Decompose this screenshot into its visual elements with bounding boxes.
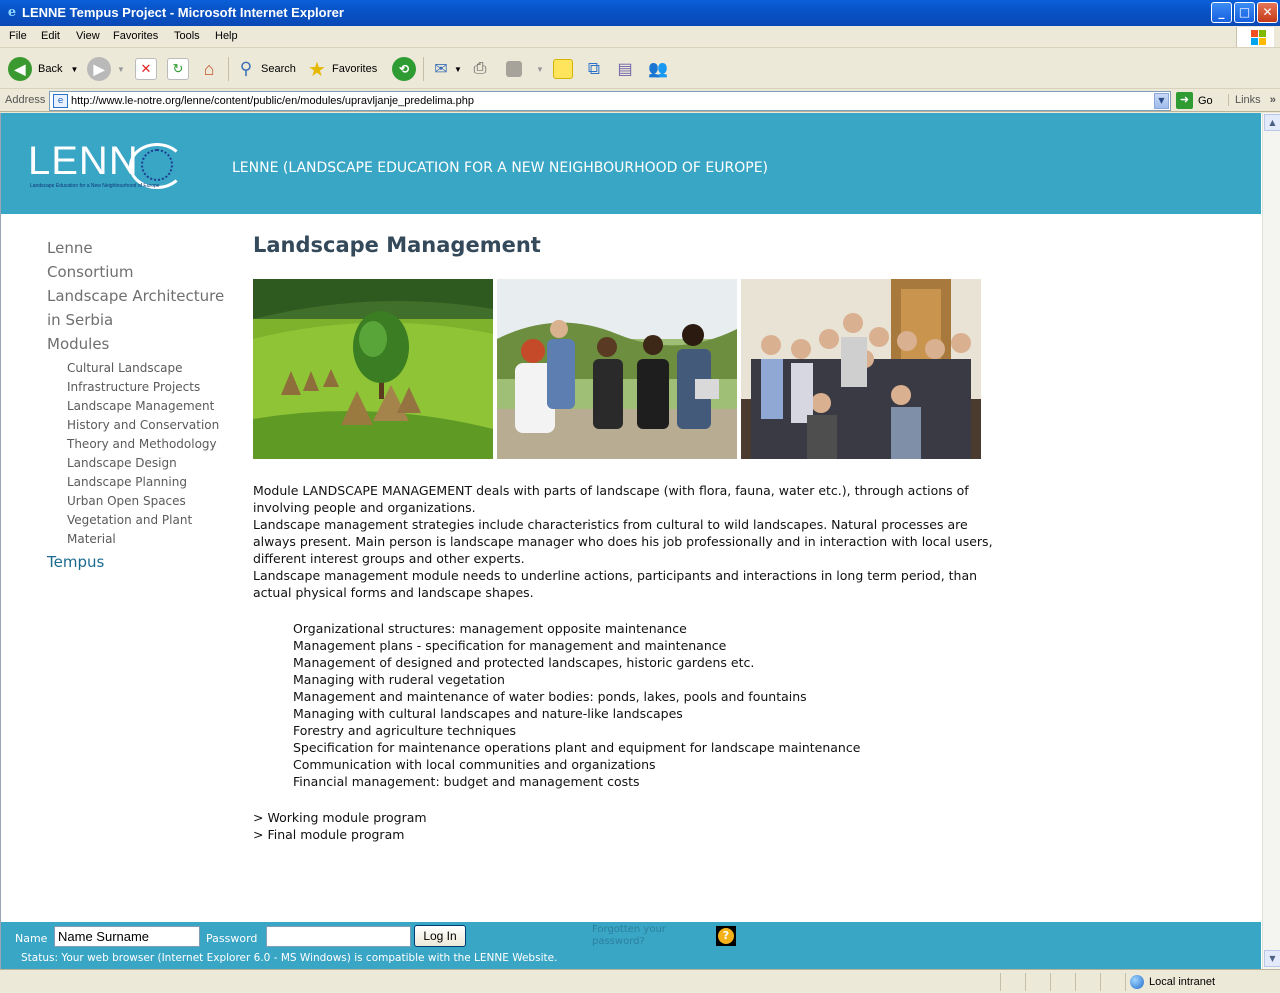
nav-module-infrastructure-projects[interactable]: Infrastructure Projects (67, 380, 201, 394)
links-label: Links (1235, 94, 1261, 106)
nav-landscape-architecture[interactable]: Landscape Architecture (47, 287, 225, 305)
home-button[interactable] (198, 55, 220, 83)
eu-stars-icon (141, 149, 173, 181)
nav-module-landscape-design[interactable]: Landscape Design (67, 456, 177, 470)
list-item: Forestry and agriculture techniques (293, 723, 517, 738)
list-item: Management and maintenance of water bodies: ponds, lakes, pools and fountains (293, 689, 807, 704)
nav-module-cultural-landscape[interactable]: Cultural Landscape (67, 361, 183, 375)
mail-icon: ✉ (434, 61, 448, 78)
history-button[interactable] (392, 55, 416, 83)
security-zone[interactable] (1130, 975, 1215, 989)
site-header (1, 113, 1261, 214)
back-arrow-icon: ◀ (8, 57, 32, 81)
forgot-password-link[interactable]: Forgotten your password? (592, 924, 666, 947)
back-dropdown-icon[interactable]: ▼ (70, 64, 79, 74)
research-button[interactable] (614, 55, 636, 83)
status-divider (1075, 973, 1076, 991)
home-icon: ⌂ (203, 58, 215, 79)
note-icon (553, 59, 573, 79)
password-input[interactable] (266, 926, 411, 947)
back-button[interactable] (8, 55, 78, 83)
module-description (253, 482, 1013, 843)
stop-icon: ✕ (135, 58, 157, 80)
nav-lenne[interactable]: Lenne (47, 239, 93, 257)
nav-module-history-conservation[interactable]: History and Conservation (67, 418, 220, 432)
page-title: Landscape Management (253, 233, 541, 257)
minimize-button[interactable]: _ (1211, 2, 1232, 23)
status-bar (0, 969, 1280, 993)
intro-paragraph: Module LANDSCAPE MANAGEMENT deals with parts of landscape (with flora, fauna, water etc.), through actions of involving people and organizations. (253, 483, 969, 515)
address-label: Address (5, 94, 46, 106)
browser-toolbar (0, 49, 1280, 89)
nav-module-vegetation-plant[interactable]: Vegetation and Plant (67, 513, 193, 527)
status-divider (1025, 973, 1026, 991)
discuss-button[interactable] (553, 55, 573, 83)
address-url[interactable]: http://www.le-notre.org/lenne/content/public/en/modules/upravljanje_predelima.php (71, 95, 474, 107)
chevron-right-icon: » (1269, 94, 1276, 106)
share-icon: ⧉ (587, 59, 601, 78)
status-divider (1000, 973, 1001, 991)
nav-tempus[interactable]: Tempus (47, 553, 105, 571)
scroll-down-icon[interactable]: ▼ (1264, 950, 1280, 967)
list-item: Managing with cultural landscapes and nature-like landscapes (293, 706, 683, 721)
vertical-scrollbar[interactable] (1262, 113, 1280, 969)
photo-field-group (497, 279, 737, 459)
intro-paragraph: Landscape management strategies include characteristics from cultural to wild landscapes. Natural processes are always present. Main person is landscape manager who does his job professionally and in interaction with local users, different interest groups and other experts. (253, 517, 993, 566)
list-item: Financial management: budget and management costs (293, 774, 640, 789)
menu-bar (0, 26, 1280, 48)
go-arrow-icon: ➜ (1176, 92, 1193, 109)
help-button[interactable] (716, 926, 736, 946)
contacts-button[interactable] (647, 55, 669, 83)
site-logo[interactable]: LENN (28, 139, 139, 183)
links-button[interactable] (1228, 94, 1276, 106)
status-divider (1100, 973, 1101, 991)
photo-haystacks (253, 279, 493, 459)
back-label: Back (38, 63, 63, 75)
favorites-button[interactable] (306, 55, 377, 83)
menu-view[interactable]: View (76, 30, 100, 42)
browser-compatibility-status: Status: Your web browser (Internet Explorer 6.0 - MS Windows) is compatible with the LENNE Website. (21, 952, 558, 964)
status-divider (1125, 973, 1126, 991)
research-icon: ▤ (617, 61, 633, 78)
page-viewport (0, 113, 1280, 969)
list-item: Organizational structures: management opposite maintenance (293, 621, 687, 636)
login-button[interactable]: Log In (414, 925, 466, 947)
menu-tools[interactable]: Tools (174, 30, 200, 42)
list-item: Communication with local communities and organizations (293, 757, 656, 772)
nav-modules[interactable]: Modules (47, 335, 110, 353)
site-title: LENNE (LANDSCAPE EDUCATION FOR A NEW NEIGHBOURHOOD OF EUROPE) (232, 160, 769, 176)
history-icon: ⟲ (392, 57, 416, 81)
search-icon: ⚲ (239, 59, 253, 78)
list-item: Management plans - specification for management and maintenance (293, 638, 727, 653)
stop-button[interactable] (135, 55, 157, 83)
nav-module-material[interactable]: Material (67, 532, 116, 546)
nav-in-serbia[interactable]: in Serbia (47, 311, 114, 329)
edit-dropdown-icon[interactable]: ▼ (536, 64, 544, 74)
window-titlebar (0, 0, 1280, 26)
working-module-program-link[interactable]: > Working module program (253, 810, 427, 825)
messenger-button[interactable] (583, 55, 605, 83)
forward-dropdown-icon[interactable]: ▼ (117, 64, 125, 74)
go-button[interactable] (1176, 92, 1213, 109)
maximize-button[interactable]: □ (1234, 2, 1255, 23)
name-input[interactable] (54, 926, 200, 947)
internet-explorer-icon: e (7, 5, 17, 20)
nav-module-urban-open-spaces[interactable]: Urban Open Spaces (67, 494, 186, 508)
menu-help[interactable]: Help (215, 30, 238, 42)
mail-button[interactable] (430, 55, 462, 83)
photo-group-portrait (741, 279, 981, 459)
nav-module-landscape-planning[interactable]: Landscape Planning (67, 475, 187, 489)
menu-favorites[interactable]: Favorites (113, 30, 159, 42)
print-button[interactable] (469, 55, 491, 83)
list-item: Management of designed and protected landscapes, historic gardens etc. (293, 655, 755, 670)
search-label: Search (261, 63, 296, 75)
topics-list (293, 620, 1013, 790)
people-icon: 👥 (648, 61, 668, 78)
search-button[interactable] (235, 55, 296, 83)
address-bar (0, 90, 1280, 112)
forward-button[interactable] (87, 55, 125, 83)
refresh-icon: ↻ (167, 58, 189, 80)
forward-arrow-icon: ▶ (87, 57, 111, 81)
nav-consortium[interactable]: Consortium (47, 263, 134, 281)
address-dropdown-icon[interactable]: ▼ (1154, 93, 1169, 109)
refresh-button[interactable] (167, 55, 189, 83)
name-label: Name (15, 932, 48, 945)
toolbar-divider (423, 57, 424, 81)
window-title: LENNE Tempus Project - Microsoft Internet Explorer (22, 5, 344, 20)
password-label: Password (206, 932, 258, 945)
nav-module-landscape-management[interactable]: Landscape Management (67, 399, 215, 413)
help-icon: ? (718, 928, 734, 944)
printer-icon: ⎙ (473, 60, 487, 77)
edit-button[interactable] (506, 55, 544, 83)
windows-logo-icon (1236, 27, 1274, 47)
mail-dropdown-icon[interactable]: ▼ (454, 64, 462, 74)
globe-icon (1130, 975, 1144, 989)
logo-tagline: Landscape Education for a New Neighbourhood of Europe (30, 183, 160, 189)
star-icon: ★ (308, 58, 326, 81)
address-input[interactable] (49, 91, 1171, 111)
zone-label: Local intranet (1149, 976, 1216, 988)
list-item: Managing with ruderal vegetation (293, 672, 505, 687)
close-button[interactable]: ✕ (1257, 2, 1278, 23)
go-label: Go (1198, 94, 1213, 107)
scroll-up-icon[interactable]: ▲ (1264, 114, 1280, 131)
favorites-label: Favorites (332, 63, 378, 75)
menu-file[interactable]: File (9, 30, 27, 42)
list-item: Specification for maintenance operations plant and equipment for landscape maintenance (293, 740, 861, 755)
intro-paragraph: Landscape management module needs to underline actions, participants and interactions in long term period, than actual physical forms and landscape shapes. (253, 568, 978, 600)
toolbar-divider (228, 57, 229, 81)
login-bar (1, 922, 1261, 969)
final-module-program-link[interactable]: > Final module program (253, 827, 405, 842)
status-divider (1050, 973, 1051, 991)
menu-edit[interactable]: Edit (41, 30, 60, 42)
edit-icon (506, 61, 522, 77)
nav-module-theory-methodology[interactable]: Theory and Methodology (67, 437, 217, 451)
page-icon: e (53, 94, 68, 108)
